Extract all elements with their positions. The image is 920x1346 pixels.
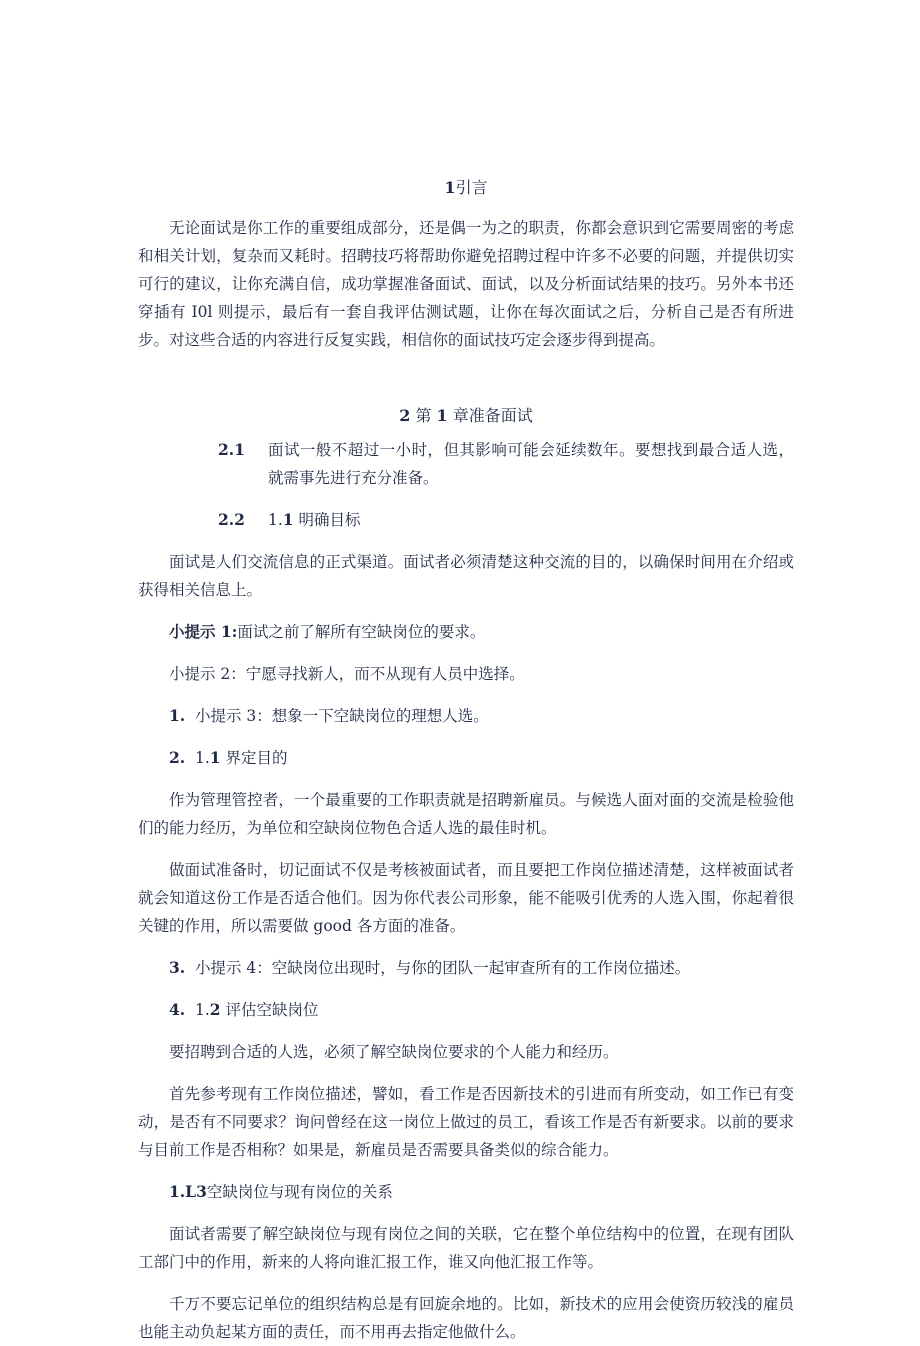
list-item — [138, 996, 794, 1024]
heading-number: 2 — [399, 406, 411, 425]
section-1-l3 — [138, 1178, 794, 1206]
section-2-2 — [138, 506, 794, 534]
section-heading — [268, 506, 794, 534]
sub-title: 明确目标 — [298, 511, 361, 529]
heading-chapter-1 — [138, 402, 794, 430]
sub-num: 1. — [195, 1001, 210, 1019]
paragraph-relation-1: 面试者需要了解空缺岗位与现有岗位之间的关联，它在整个单位结构中的位置，在现有团队工部门中的作用，新来的人将向谁汇报工作，谁又向他汇报工作等。 — [138, 1225, 794, 1271]
heading-chapter-num: 1 — [436, 406, 448, 425]
sub-num-bold: 1 — [282, 510, 294, 529]
list-text — [195, 996, 319, 1024]
list-text: 小提示 4：空缺岗位出现时，与你的团队一起审查所有的工作岗位描述。 — [195, 959, 691, 977]
section-number: 1.L3 — [169, 1182, 207, 1201]
paragraph-goal: 面试是人们交流信息的正式渠道。面试者必须清楚这种交流的目的，以确保时间用在介绍或获得相关信息上。 — [138, 553, 794, 599]
section-number: 2.2 — [218, 510, 245, 529]
section-2-1 — [138, 436, 794, 492]
paragraph-relation-2: 千万不要忘记单位的组织结构总是有回旋余地的。比如，新技术的应用会使资历较浅的雇员也能主动负起某方面的责任，而不用再去指定他做什么。 — [138, 1295, 794, 1341]
tip-label: 小提示 1: — [169, 622, 238, 641]
document-content — [138, 174, 794, 1346]
heading-text: 引言 — [455, 178, 488, 197]
list-item — [138, 744, 794, 772]
section-number: 2.1 — [218, 440, 245, 459]
tip-text: 面试之前了解所有空缺岗位的要求。 — [237, 623, 486, 641]
list-number: 1. — [169, 706, 186, 725]
paragraph-eval-1: 要招聘到合适的人选，必须了解空缺岗位要求的个人能力和经历。 — [169, 1043, 619, 1061]
heading-text: 章准备面试 — [452, 406, 533, 425]
list-text: 小提示 3：想象一下空缺岗位的理想人选。 — [195, 707, 489, 725]
tip-label: 小提示 2： — [169, 665, 246, 683]
list-item — [138, 954, 794, 982]
sub-title: 界定目的 — [225, 749, 288, 767]
section-heading: 空缺岗位与现有岗位的关系 — [206, 1183, 393, 1201]
list-number: 4. — [169, 1000, 186, 1019]
sub-title: 评估空缺岗位 — [225, 1001, 319, 1019]
list-text — [195, 744, 288, 772]
section-text: 面试一般不超过一小时，但其影响可能会延续数年。要想找到最合适人选，就需事先进行充分准备。 — [268, 441, 794, 487]
list-item — [138, 702, 794, 730]
list-number: 2. — [169, 748, 186, 767]
heading-number: 1 — [444, 178, 456, 197]
list-number: 3. — [169, 958, 186, 977]
paragraph-define-2: 做面试准备时，切记面试不仅是考核被面试者，而且要把工作岗位描述清楚，这样被面试者就会知道这份工作是否适合他们。因为你代表公司形象，能不能吸引优秀的人选入围，你起着很关键的作用，所以需要做 good 各方面的准备。 — [138, 861, 794, 935]
paragraph-intro: 无论面试是你工作的重要组成部分，还是偶一为之的职责，你都会意识到它需要周密的考虑和相关计划，复杂而又耗时。招聘技巧将帮助你避免招聘过程中许多不必要的问题，并提供切实可行的建议，让你充满自信，成功掌握准备面试、面试，以及分析面试结果的技巧。另外本书还穿插有 I0l 则提示，最后有一套自我评估测试题，让你在每次面试之后，分析自己是否有所进步。对这些合适的内容进行反复实践，相信你的面试技巧定会逐步得到提高。 — [138, 219, 794, 349]
paragraph-eval-2: 首先参考现有工作岗位描述，譬如，看工作是否因新技术的引进而有所变动，如工作已有变动，是否有不同要求？询问曾经在这一岗位上做过的员工，看该工作是否有新要求。以前的要求与目前工作是否相称？如果是，新雇员是否需要具备类似的综合能力。 — [138, 1085, 794, 1159]
tip-text: 宁愿寻找新人，而不从现有人员中选择。 — [245, 665, 525, 683]
tip-1 — [138, 618, 794, 646]
heading-text: 第 — [415, 406, 432, 425]
sub-num-bold: 2 — [209, 1000, 221, 1019]
sub-num: 1. — [195, 749, 210, 767]
sub-num: 1. — [268, 511, 283, 529]
tip-2 — [138, 660, 794, 688]
sub-num-bold: 1 — [209, 748, 221, 767]
heading-intro — [138, 174, 794, 202]
paragraph-define-1: 作为管理管控者，一个最重要的工作职责就是招聘新雇员。与候选人面对面的交流是检验他们的能力经历，为单位和空缺岗位物色合适人选的最佳时机。 — [138, 791, 794, 837]
